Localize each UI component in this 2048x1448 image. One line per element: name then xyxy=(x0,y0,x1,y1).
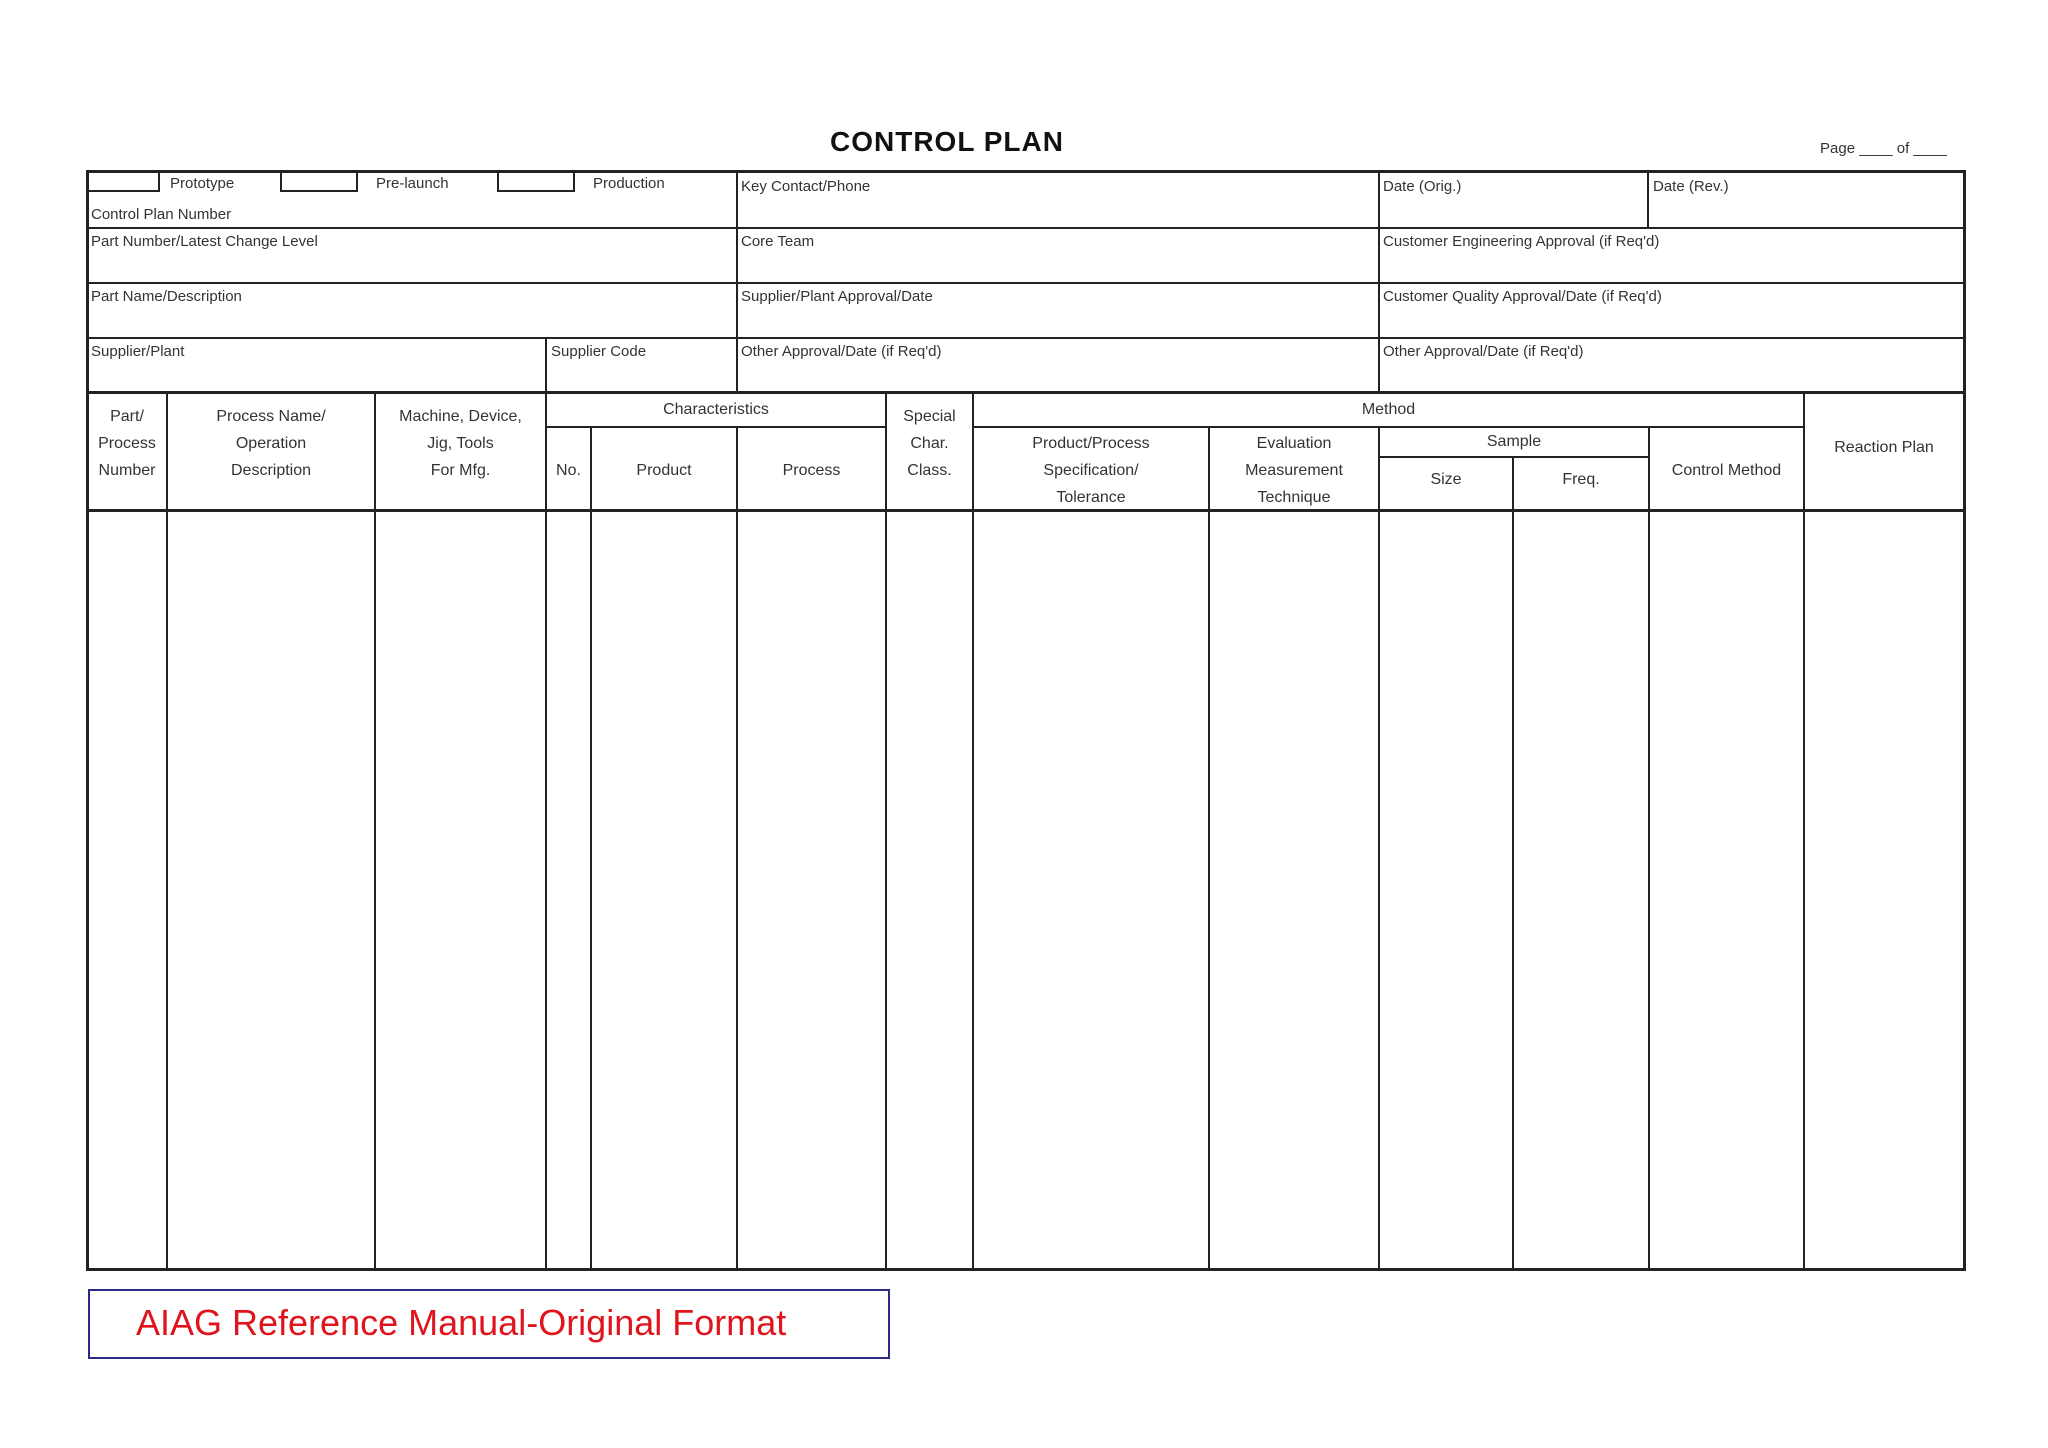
header-row-line xyxy=(86,337,1966,339)
production-label: Production xyxy=(593,175,665,192)
column-line xyxy=(1803,391,1805,1268)
header-row-line xyxy=(86,227,1966,229)
col-process-name: Process Name/ Operation Description xyxy=(216,408,326,479)
col-machine: Machine, Device, Jig, Tools For Mfg. xyxy=(399,408,522,479)
date-orig-label: Date (Orig.) xyxy=(1383,178,1462,195)
col-evaluation: Evaluation Measurement Technique xyxy=(1245,435,1343,506)
header-col-line xyxy=(736,170,738,391)
sample-underline xyxy=(1378,456,1650,458)
frame-top xyxy=(86,170,1966,173)
col-product: Product xyxy=(636,462,692,479)
col-reaction-plan: Reaction Plan xyxy=(1834,439,1934,456)
column-line xyxy=(972,391,974,1268)
key-contact-label: Key Contact/Phone xyxy=(741,178,871,195)
frame-right xyxy=(1963,170,1966,1271)
other-approval-label: Other Approval/Date (if Req'd) xyxy=(1383,343,1584,360)
column-line xyxy=(885,391,887,1268)
column-line xyxy=(166,391,168,1268)
date-rev-label: Date (Rev.) xyxy=(1653,178,1729,195)
header-table-divider xyxy=(86,391,1966,394)
other-approval-label: Other Approval/Date (if Req'd) xyxy=(741,343,942,360)
customer-engineering-label: Customer Engineering Approval (if Req'd) xyxy=(1383,233,1660,250)
supplier-plant-label: Supplier/Plant xyxy=(91,343,185,360)
column-line xyxy=(736,426,738,1268)
header-col-line xyxy=(1647,170,1649,227)
col-process: Process xyxy=(782,462,841,479)
customer-quality-label: Customer Quality Approval/Date (if Req'd) xyxy=(1383,288,1662,305)
col-part-process-number: Part/ Process Number xyxy=(98,408,156,479)
col-special-char: Special Char. Class. xyxy=(903,408,956,479)
control-plan-number-label: Control Plan Number xyxy=(91,206,232,223)
column-line xyxy=(374,391,376,1268)
frame-left xyxy=(86,170,89,1271)
col-control-method: Control Method xyxy=(1671,462,1782,479)
column-line xyxy=(1648,426,1650,1268)
header-row-line xyxy=(86,282,1966,284)
column-line xyxy=(1378,426,1380,1268)
prelaunch-checkbox[interactable] xyxy=(280,172,358,192)
col-no: No. xyxy=(556,462,581,479)
supplier-approval-label: Supplier/Plant Approval/Date xyxy=(741,288,933,305)
part-number-label: Part Number/Latest Change Level xyxy=(91,233,318,250)
column-line xyxy=(545,391,547,1268)
supplier-code-label: Supplier Code xyxy=(551,343,647,360)
frame-bottom xyxy=(86,1268,1966,1271)
core-team-label: Core Team xyxy=(741,233,815,250)
col-size: Size xyxy=(1430,471,1462,488)
prelaunch-label: Pre-launch xyxy=(376,175,449,192)
page-number-label: Page ____ of ____ xyxy=(1820,140,1947,157)
col-spec: Product/Process Specification/ Tolerance xyxy=(1032,435,1150,506)
col-freq: Freq. xyxy=(1562,471,1600,488)
footer-note: AIAG Reference Manual-Original Format xyxy=(136,1302,787,1343)
col-sample: Sample xyxy=(1486,433,1542,450)
prototype-label: Prototype xyxy=(170,175,235,192)
header-col-line xyxy=(545,337,547,391)
prototype-checkbox[interactable] xyxy=(86,172,160,192)
col-characteristics: Characteristics xyxy=(663,401,769,418)
part-name-label: Part Name/Description xyxy=(91,288,242,305)
column-line xyxy=(590,426,592,1268)
footer-note-box xyxy=(88,1289,890,1359)
characteristics-underline xyxy=(545,426,887,428)
column-line xyxy=(1208,426,1210,1268)
header-col-line xyxy=(1378,170,1380,391)
col-method: Method xyxy=(1361,401,1416,418)
column-line xyxy=(1512,456,1514,1268)
page-title: CONTROL PLAN xyxy=(830,126,1064,157)
production-checkbox[interactable] xyxy=(497,172,575,192)
